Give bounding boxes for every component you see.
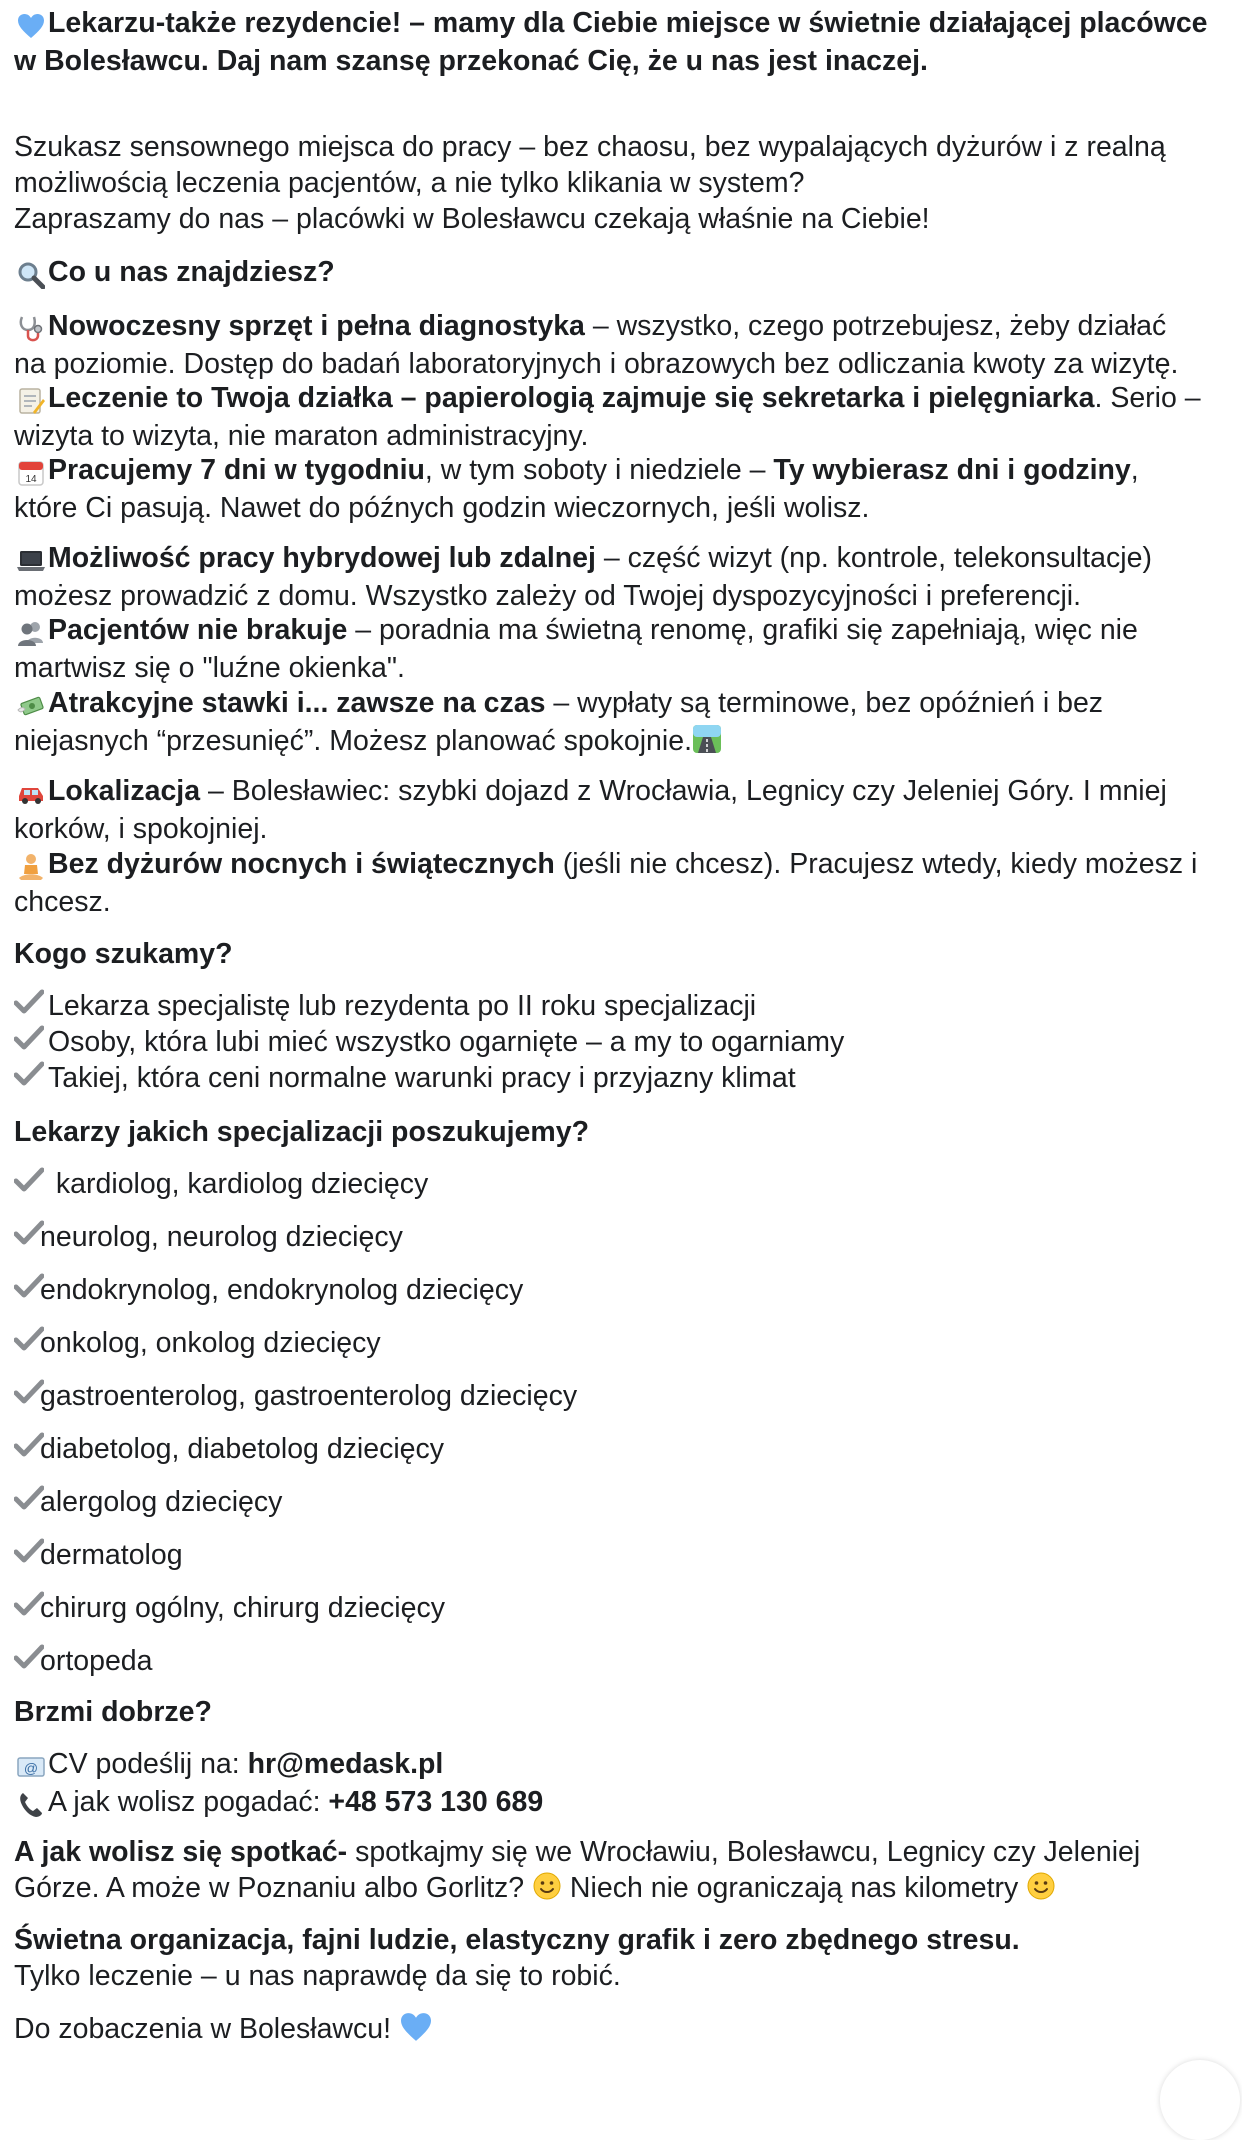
list-item: kardiolog, kardiolog dziecięcy <box>14 1166 1229 1219</box>
intro <box>14 129 1229 237</box>
feature-stethoscope: Nowoczesny sprzęt i pełna diagnostyka – wszystko, czego potrzebujesz, żeby działać na poziomie. Dostęp do badań laboratoryjnych i obrazowych bez odliczania kwoty za wizytę. <box>14 310 1179 380</box>
spec-list <box>14 1166 1229 1696</box>
headline <box>14 5 1229 79</box>
feature-car: Lokalizacja – Bolesławiec: szybki dojazd z Wrocławia, Legnicy czy Jeleniej Góry. I mniej korków, i spokojniej. <box>14 775 1167 845</box>
check-icon <box>14 1378 40 1414</box>
check-icon <box>14 1272 40 1308</box>
list-item: onkolog, onkolog dziecięcy <box>14 1325 1229 1378</box>
list-item: chirurg ogólny, chirurg dziecięcy <box>14 1590 1229 1643</box>
farewell: Do zobaczenia w Bolesławcu! <box>14 2011 433 2051</box>
contact: @ CV podeślij na: hr@medask.pl A jak wolisz pogadać: +48 573 130 689 <box>14 1746 1229 1822</box>
list-item: neurolog, neurolog dziecięcy <box>14 1219 1229 1272</box>
phone-link[interactable]: +48 573 130 689 <box>328 1786 544 1818</box>
feature-calendar: 14 Pracujemy 7 dni w tygodniu, w tym soboty i niedziele – Ty wybierasz dni i godziny, które Ci pasują. Nawet do późnych godzin wieczornych, jeśli wolisz. <box>14 454 1139 524</box>
intro-line-3: Zapraszamy do nas – placówki w Bolesławcu czekają właśnie na Ciebie! <box>14 203 930 235</box>
check-icon <box>14 1643 40 1679</box>
svg-text:@: @ <box>23 1760 39 1777</box>
smile-icon <box>1026 1871 1056 1910</box>
feature-laptop: Możliwość pracy hybrydowej lub zdalnej – część wizyt (np. kontrole, telekonsultacje) możesz prowadzić z domu. Wszystko zależy od Twojej dyspozycyjności i preferencji. <box>14 542 1152 612</box>
intro-line-2: możliwością leczenia pacjentów, a nie tylko klikania w system? <box>14 167 805 199</box>
check-icon <box>14 1166 48 1202</box>
who-heading: Kogo szukamy? <box>14 938 233 970</box>
motorway-icon <box>692 724 722 763</box>
check-icon <box>14 988 48 1024</box>
check-icon <box>14 1484 40 1520</box>
memo-icon <box>14 382 48 418</box>
blue-heart-icon <box>399 2012 433 2051</box>
calendar-icon <box>14 454 48 490</box>
list-item: Lekarza specjalistę lub rezydenta po II roku specjalizacji <box>14 988 1229 1024</box>
feature-people: Pacjentów nie brakuje – poradnia ma świetną renomę, grafiki się zapełniają, więc nie martwisz się o "luźne okienka". <box>14 614 1138 684</box>
meet: A jak wolisz się spotkać- spotkajmy się we Wrocławiu, Bolesławcu, Legnicy czy Jeleniej Górze. A może w Poznaniu albo Gorlitz? Niech nie ograniczają nas kilometry <box>14 1834 1229 1910</box>
laptop-icon <box>14 542 48 578</box>
list-item: Osoby, która lubi mieć wszystko ogarnięte – a my to ogarniamy <box>14 1024 1229 1060</box>
car-icon <box>14 775 48 811</box>
headline-line-1: Lekarzu-także rezydencie! – mamy dla Ciebie miejsce w świetnie działającej placówce <box>48 7 1208 39</box>
check-icon <box>14 1537 40 1573</box>
headline-line-2: w Bolesławcu. Daj nam szansę przekonać Cię, że u nas jest inaczej. <box>14 45 928 77</box>
feature-money: Atrakcyjne stawki i... zawsze na czas – wypłaty są terminowe, bez opóźnień i bez niejasnych “przesunięć”. Możesz planować spokojnie. <box>14 685 1229 763</box>
list-item: dermatolog <box>14 1537 1229 1590</box>
stethoscope-icon <box>14 310 48 346</box>
email-link[interactable]: hr@medask.pl <box>247 1748 444 1780</box>
blue-heart-icon <box>14 7 48 43</box>
check-icon <box>14 1060 48 1096</box>
feature-memo: Leczenie to Twoja działka – papierologią zajmuje się sekretarka i pielęgniarka. Serio – wizyta to wizyta, nie maraton administracyjny. <box>14 382 1201 452</box>
list-item: endokrynolog, endokrynolog dziecięcy <box>14 1272 1229 1325</box>
list-item: ortopeda <box>14 1643 1229 1696</box>
feature-meditation: Bez dyżurów nocnych i świątecznych (jeśli nie chcesz). Pracujesz wtedy, kiedy możesz i chcesz. <box>14 848 1198 918</box>
magnifier-icon <box>14 256 48 292</box>
svg-text:14: 14 <box>25 474 37 486</box>
meditation-icon <box>14 848 48 884</box>
check-icon <box>14 1325 40 1361</box>
corner-control[interactable] <box>1160 2060 1240 2140</box>
money-wings-icon <box>14 687 48 723</box>
list-item: gastroenterolog, gastroenterolog dziecięcy <box>14 1378 1229 1431</box>
closing: Świetna organizacja, fajni ludzie, elastyczny grafik i zero zbędnego stresu. Tylko leczenie – u nas naprawdę da się to robić. <box>14 1924 1020 1992</box>
smile-icon <box>532 1871 562 1910</box>
email-icon <box>14 1748 48 1784</box>
check-icon <box>14 1024 48 1060</box>
check-icon <box>14 1431 40 1467</box>
find-heading: Co u nas znajdziesz? <box>14 254 335 292</box>
who-list <box>14 988 1229 1096</box>
spec-heading: Lekarzy jakich specjalizacji poszukujemy? <box>14 1116 590 1148</box>
list-item: Takiej, która ceni normalne warunki pracy i przyjazny klimat <box>14 1060 1229 1096</box>
list-item: alergolog dziecięcy <box>14 1484 1229 1537</box>
check-icon <box>14 1219 40 1255</box>
phone-icon <box>14 1786 48 1822</box>
intro-line-1: Szukasz sensownego miejsca do pracy – bez chaosu, bez wypalających dyżurów i z realną <box>14 131 1166 163</box>
check-icon <box>14 1590 40 1626</box>
people-icon <box>14 614 48 650</box>
sounds-good-heading: Brzmi dobrze? <box>14 1696 212 1728</box>
list-item: diabetolog, diabetolog dziecięcy <box>14 1431 1229 1484</box>
